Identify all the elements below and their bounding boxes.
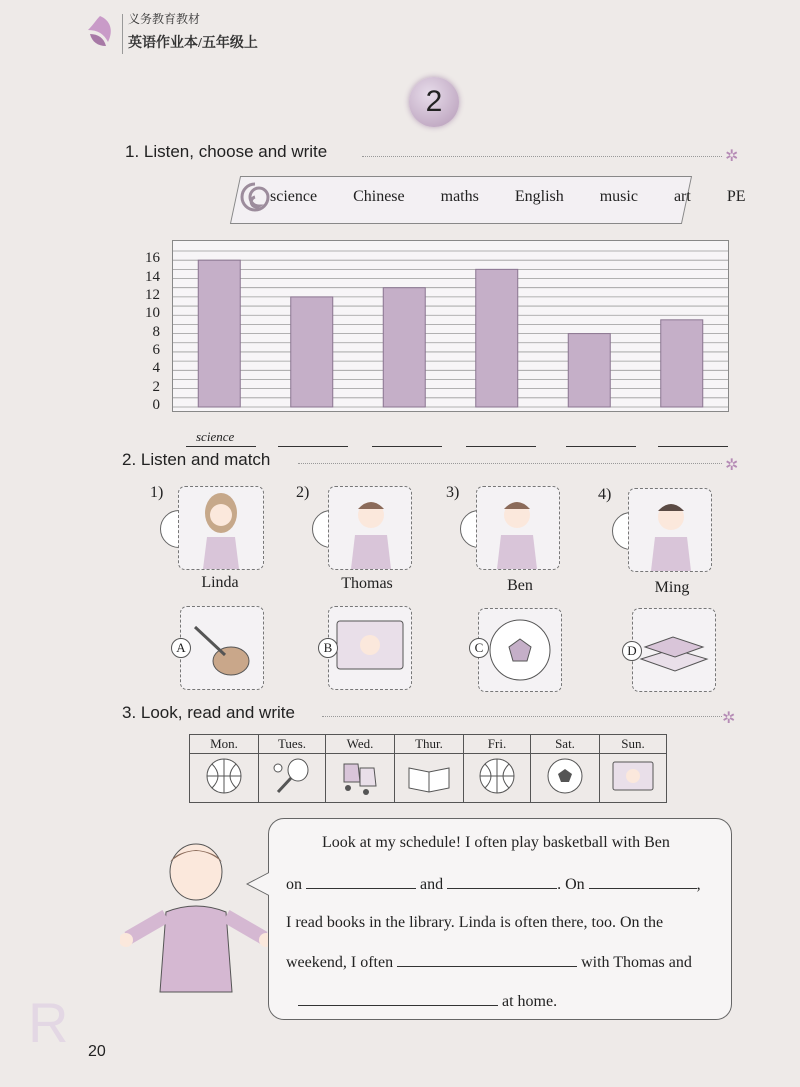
answer-example: science	[196, 429, 235, 444]
chart-y-tick: 16	[145, 250, 160, 267]
flower-icon: ✲	[725, 457, 739, 474]
boy-character	[120, 842, 270, 1014]
passage-line-3: I read books in the library. Linda is often there, too. On the	[286, 914, 664, 931]
section-3-divider	[322, 716, 722, 717]
bar-chart-svg	[173, 241, 728, 411]
header-series: 义务教育教材	[128, 12, 201, 26]
publisher-logo-icon	[80, 12, 120, 52]
person-number: 3)	[446, 484, 460, 501]
chart-bar	[383, 288, 425, 407]
person-name: Ming	[654, 579, 690, 596]
section-2-divider	[298, 463, 722, 464]
passage-line-1: Look at my schedule! I often play basketball with Ben	[322, 834, 670, 851]
section-1-divider	[362, 156, 722, 157]
boy-icon	[629, 489, 711, 571]
passage-text: with Thomas and	[581, 954, 692, 971]
bubble-tail-fill	[248, 873, 269, 895]
basketball-icon	[204, 756, 244, 796]
flower-icon: ✲	[722, 710, 736, 727]
blank-3[interactable]	[589, 874, 697, 889]
answer-line-5[interactable]	[566, 446, 636, 447]
answer-line-6[interactable]	[658, 446, 728, 447]
chart-bar	[661, 320, 703, 407]
schedule-cell	[531, 754, 600, 803]
answer-line-4[interactable]	[466, 446, 536, 447]
person-name: Thomas	[341, 575, 393, 592]
schedule-cell	[600, 754, 667, 803]
blank-2[interactable]	[447, 874, 557, 889]
girl-icon	[179, 487, 263, 569]
chart-bar	[291, 297, 333, 407]
chart-bar	[198, 260, 240, 407]
chart-bar	[568, 334, 610, 407]
chart-y-tick: 10	[145, 305, 160, 322]
basketball-icon	[477, 756, 517, 796]
object-picture-c	[478, 608, 562, 692]
day-header: Fri.	[464, 735, 531, 754]
boy-icon	[329, 487, 411, 569]
option-letter: A	[171, 638, 191, 658]
header-divider	[122, 14, 123, 54]
option-letter: D	[622, 641, 642, 661]
bar-chart	[172, 240, 729, 412]
football-icon	[545, 756, 585, 796]
chart-y-tick: 8	[152, 323, 160, 340]
schedule-cell	[190, 754, 259, 803]
day-header: Mon.	[190, 735, 259, 754]
passage-line-2	[286, 874, 701, 894]
tv-icon	[609, 756, 657, 796]
tennis-icon	[270, 756, 314, 796]
skates-icon	[338, 756, 382, 796]
passage-line-5	[298, 991, 557, 1011]
chart-y-tick: 2	[152, 378, 160, 395]
chart-y-axis	[140, 240, 168, 415]
chart-y-tick: 4	[152, 360, 160, 377]
answer-line-1[interactable]	[186, 446, 256, 447]
object-picture-a	[180, 606, 264, 690]
passage-line-4	[286, 952, 692, 972]
book-icon	[405, 756, 453, 796]
section-3-title: 3. Look, read and write	[122, 703, 295, 722]
option-letter: C	[469, 638, 489, 658]
passage-text: on	[286, 876, 302, 893]
football-icon	[479, 609, 561, 691]
page-number: 20	[88, 1043, 106, 1060]
schedule-table	[189, 734, 667, 803]
day-header: Sat.	[531, 735, 600, 754]
object-picture-d	[632, 608, 716, 692]
blank-5[interactable]	[298, 991, 498, 1006]
books-icon	[633, 609, 715, 691]
blank-1[interactable]	[306, 874, 416, 889]
swirl-icon	[238, 180, 272, 219]
decorative-r-glyph: R	[28, 991, 69, 1054]
passage-text: and	[420, 876, 444, 893]
header-title: 英语作业本/五年级上	[128, 36, 258, 51]
person-number: 1)	[150, 484, 164, 501]
blank-4[interactable]	[397, 952, 577, 967]
unit-number: 2	[409, 77, 459, 127]
boy-icon	[477, 487, 559, 569]
chart-bar	[476, 269, 518, 407]
object-picture-b	[328, 606, 412, 690]
person-picture-1	[178, 486, 264, 570]
passage-text: weekend, I often	[286, 954, 394, 971]
schedule-cell	[395, 754, 464, 803]
day-header: Tues.	[259, 735, 326, 754]
answer-line-2[interactable]	[278, 446, 348, 447]
chart-y-tick: 14	[145, 268, 160, 285]
schedule-cell	[326, 754, 395, 803]
chart-y-tick: 12	[145, 286, 160, 303]
schedule-cell	[464, 754, 531, 803]
person-picture-2	[328, 486, 412, 570]
chart-y-tick: 0	[152, 397, 160, 413]
passage-text: ,	[696, 876, 701, 893]
day-header: Wed.	[326, 735, 395, 754]
boy-icon	[120, 842, 270, 1014]
person-name: Ben	[507, 577, 533, 594]
person-name: Linda	[201, 574, 239, 591]
section-1-title: 1. Listen, choose and write	[125, 142, 328, 161]
schedule-cell	[259, 754, 326, 803]
subject-words: science Chinese maths English music art PE	[270, 188, 746, 205]
section-2-title: 2. Listen and match	[122, 450, 271, 469]
person-number: 4)	[598, 486, 612, 503]
person-number: 2)	[296, 484, 310, 501]
flower-icon: ✲	[725, 148, 739, 165]
header-logo	[80, 12, 120, 52]
chart-y-tick: 6	[152, 341, 160, 358]
tv-icon	[329, 607, 411, 689]
person-picture-3	[476, 486, 560, 570]
day-header: Thur.	[395, 735, 464, 754]
person-picture-4	[628, 488, 712, 572]
day-header: Sun.	[600, 735, 667, 754]
passage-text: at home.	[502, 993, 558, 1010]
passage-text: . On	[557, 876, 585, 893]
option-letter: B	[318, 638, 338, 658]
answer-line-3[interactable]	[372, 446, 442, 447]
pipa-icon	[181, 607, 263, 689]
